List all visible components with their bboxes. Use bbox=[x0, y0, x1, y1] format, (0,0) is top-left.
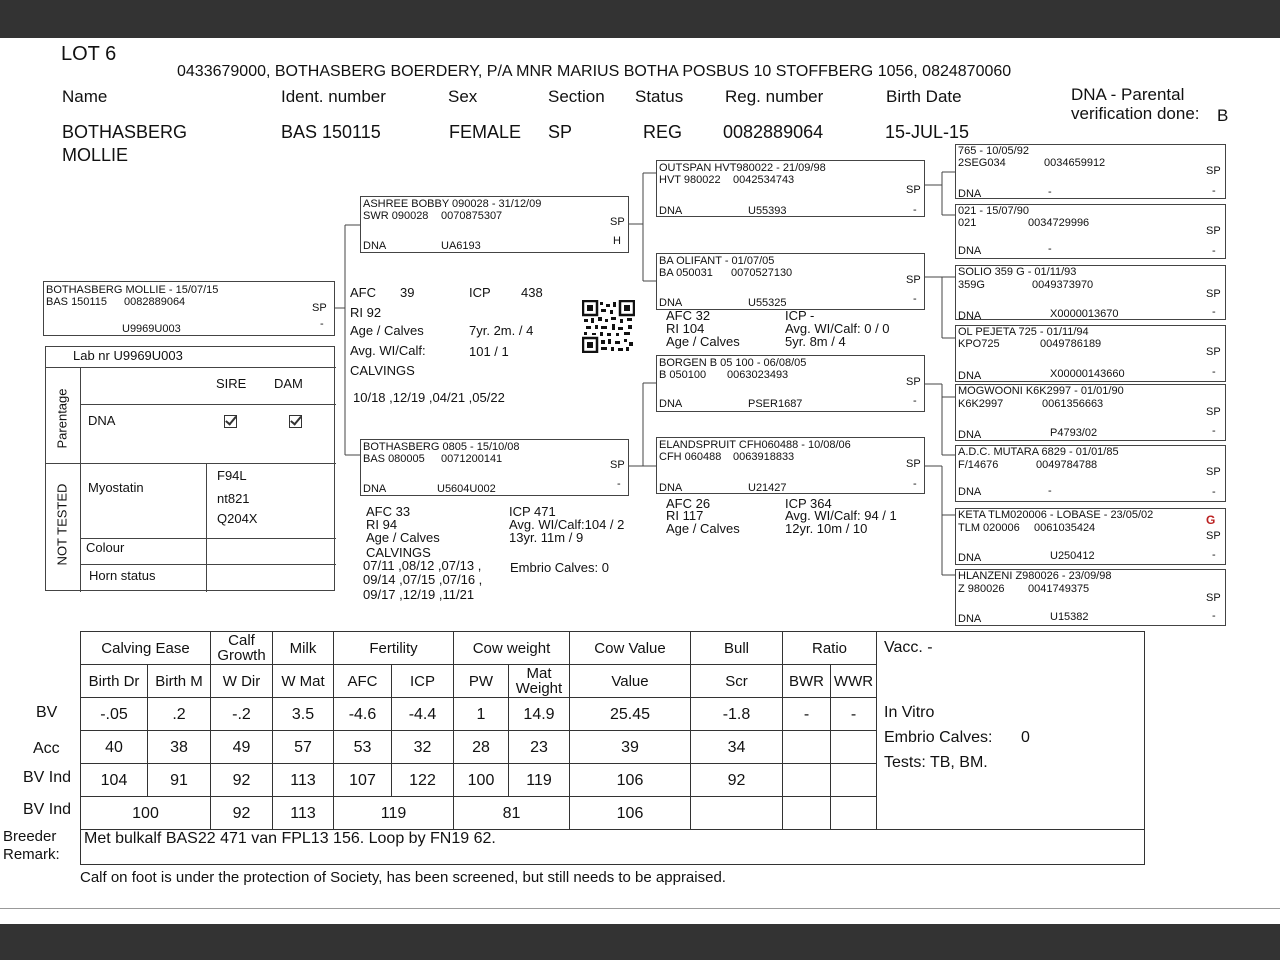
cell: 113 bbox=[273, 797, 334, 830]
ggp-sp: SP bbox=[1206, 225, 1221, 237]
ggp-sp: SP bbox=[1206, 288, 1221, 300]
bv-table bbox=[80, 631, 1145, 865]
gp-dna-label: DNA bbox=[659, 297, 683, 309]
subject-age: 7yr. 2m. / 4 bbox=[469, 323, 534, 338]
cell: 25.45 bbox=[570, 698, 691, 731]
ggp-title: A.D.C. MUTARA 6829 - 01/01/85 bbox=[958, 446, 1119, 458]
dam-dna-code: U5604U002 bbox=[437, 483, 496, 495]
animal-sex: FEMALE bbox=[449, 122, 522, 142]
col-wwr: WWR bbox=[831, 665, 877, 698]
ggp-dna-label: DNA bbox=[958, 245, 982, 257]
sire-sp: SP bbox=[610, 216, 625, 228]
gp-dash: - bbox=[913, 293, 917, 305]
dam-calving-dates-3: 09/17 ,12/19 ,11/21 bbox=[363, 587, 475, 602]
dam-age: 13yr. 11m / 9 bbox=[509, 530, 584, 545]
label-reg: Reg. number bbox=[725, 87, 824, 106]
cell: -.2 bbox=[211, 698, 273, 731]
gp-dash: - bbox=[913, 395, 917, 407]
cell: 14.9 bbox=[509, 698, 570, 731]
ggp-title: SOLIO 359 G - 01/11/93 bbox=[958, 266, 1077, 278]
ggp-dna-code: P4793/02 bbox=[1050, 427, 1098, 439]
gp4-wi: Avg. WI/Calf: 94 / 1 bbox=[785, 508, 897, 523]
group-cow-weight: Cow weight bbox=[454, 632, 570, 665]
gp-dna-label: DNA bbox=[659, 482, 683, 494]
ggp-dna-code: - bbox=[1048, 485, 1052, 497]
animal-birth: 15-JUL-15 bbox=[885, 122, 970, 142]
sire-reg: 0070875307 bbox=[441, 210, 503, 222]
cell: -4.6 bbox=[334, 698, 392, 731]
ggp-dash: - bbox=[1212, 425, 1216, 437]
dam-sp: SP bbox=[610, 459, 625, 471]
cell bbox=[783, 731, 831, 764]
animal-name-2: MOLLIE bbox=[62, 145, 129, 165]
subject-dash: - bbox=[320, 318, 324, 330]
cell: 39 bbox=[570, 731, 691, 764]
gp4-icp: ICP 364 bbox=[785, 496, 832, 511]
dam-ident: BAS 080005 bbox=[363, 453, 425, 465]
lot-number: LOT 6 bbox=[61, 43, 117, 65]
ggp-reg: 0034659912 bbox=[1044, 157, 1106, 169]
ggp-dna-label: DNA bbox=[958, 370, 982, 382]
cell: 100 bbox=[81, 797, 211, 830]
vacc-label: Vacc. - bbox=[884, 639, 933, 656]
gp4-afc: AFC 26 bbox=[666, 496, 711, 511]
gp2-afc: AFC 32 bbox=[666, 308, 711, 323]
myostatin-value-3: Q204X bbox=[217, 511, 258, 526]
ggp-sp: SP bbox=[1206, 346, 1221, 358]
group-milk: Milk bbox=[273, 632, 334, 665]
subject-title: BOTHASBERG MOLLIE - 15/07/15 bbox=[46, 284, 219, 296]
gp-dna-code: PSER1687 bbox=[748, 398, 803, 410]
label-birth: Birth Date bbox=[886, 87, 962, 106]
ggp-reg: 0049784788 bbox=[1036, 459, 1098, 471]
cell: 23 bbox=[509, 731, 570, 764]
sire-dna-code: UA6193 bbox=[441, 240, 481, 252]
sire-ident: SWR 090028 bbox=[363, 210, 429, 222]
cell: 113 bbox=[273, 764, 334, 797]
gp-dna-label: DNA bbox=[659, 205, 683, 217]
subject-wi: 101 / 1 bbox=[469, 344, 509, 359]
ggp-title: 021 - 15/07/90 bbox=[958, 205, 1029, 217]
cell: 104 bbox=[81, 764, 148, 797]
gp-dash: - bbox=[913, 478, 917, 490]
subject-icp: 438 bbox=[521, 285, 543, 300]
lab-myostatin-label: Myostatin bbox=[88, 480, 144, 495]
dam-dash: - bbox=[617, 478, 621, 490]
cell: 1 bbox=[454, 698, 509, 731]
cell: 107 bbox=[334, 764, 392, 797]
cell: -1.8 bbox=[691, 698, 783, 731]
ggp-dna-label: DNA bbox=[958, 613, 982, 625]
dam-dna-label: DNA bbox=[363, 483, 387, 495]
lab-dam-header: DAM bbox=[274, 376, 303, 391]
ggp-ident: TLM 020006 bbox=[958, 522, 1020, 534]
ggp-dash: - bbox=[1212, 245, 1216, 257]
cell bbox=[783, 764, 831, 797]
subject-calving-dates: 10/18 ,12/19 ,04/21 ,05/22 bbox=[353, 390, 505, 405]
cell bbox=[831, 764, 877, 797]
dam-age-label: Age / Calves bbox=[366, 530, 440, 545]
lab-sire-header: SIRE bbox=[216, 376, 247, 391]
dam-embrio-calves: Embrio Calves: 0 bbox=[510, 560, 609, 575]
ggp-sp: SP bbox=[1206, 466, 1221, 478]
myostatin-value-2: nt821 bbox=[217, 491, 250, 506]
dam-calvings-label: CALVINGS bbox=[366, 545, 431, 560]
ggp-dna-code: - bbox=[1048, 186, 1052, 198]
col-icp: ICP bbox=[392, 665, 454, 698]
cell: 32 bbox=[392, 731, 454, 764]
dam-icp: ICP 471 bbox=[509, 504, 556, 519]
lab-dna-label: DNA bbox=[88, 413, 116, 428]
ggp-title: KETA TLM020006 - LOBASE - 23/05/02 bbox=[958, 509, 1154, 521]
cell: -.05 bbox=[81, 698, 148, 731]
cell bbox=[831, 731, 877, 764]
cell: 119 bbox=[334, 797, 454, 830]
in-vitro-label: In Vitro bbox=[884, 704, 935, 721]
gp2-wi: Avg. WI/Calf: 0 / 0 bbox=[785, 321, 890, 336]
cell: - bbox=[831, 698, 877, 731]
ggp-dna-code: U15382 bbox=[1050, 611, 1089, 623]
gp-ident: BA 050031 bbox=[659, 267, 713, 279]
cell: 100 bbox=[454, 764, 509, 797]
cell: 40 bbox=[81, 731, 148, 764]
dna-value: B bbox=[1217, 106, 1229, 125]
subject-reg: 0082889064 bbox=[124, 296, 186, 308]
genomic-icon: G bbox=[1206, 513, 1216, 527]
cell: - bbox=[783, 698, 831, 731]
gp-dna-label: DNA bbox=[659, 398, 683, 410]
group-fertility: Fertility bbox=[334, 632, 454, 665]
ggp-dash: - bbox=[1212, 306, 1216, 318]
label-name: Name bbox=[62, 87, 108, 106]
ggp-sp: SP bbox=[1206, 165, 1221, 177]
ggp-dash: - bbox=[1212, 185, 1216, 197]
dam-title: BOTHASBERG 0805 - 15/10/08 bbox=[363, 441, 520, 453]
not-tested-label: NOT TESTED bbox=[54, 483, 70, 566]
ggp-ident: Z 980026 bbox=[958, 583, 1005, 595]
col-value: Value bbox=[570, 665, 691, 698]
cell: 34 bbox=[691, 731, 783, 764]
row-label-bv-ind-2: BV Ind bbox=[23, 801, 72, 818]
cell: 106 bbox=[570, 797, 691, 830]
subject-dna-code: U9969U003 bbox=[122, 323, 181, 335]
gp2-ri: RI 104 bbox=[666, 321, 705, 336]
dam-ri: RI 94 bbox=[366, 517, 398, 532]
ggp-sp: SP bbox=[1206, 592, 1221, 604]
ggp-reg: 0049786189 bbox=[1040, 338, 1102, 350]
cell bbox=[783, 797, 831, 830]
ggp-dna-label: DNA bbox=[958, 552, 982, 564]
gp-dna-code: U55325 bbox=[748, 297, 787, 309]
ggp-ident: F/14676 bbox=[958, 459, 999, 471]
cell: 119 bbox=[509, 764, 570, 797]
gp-dna-code: U55393 bbox=[748, 205, 787, 217]
subject-ident: BAS 150115 bbox=[46, 296, 107, 308]
label-status: Status bbox=[635, 87, 684, 106]
gp-reg: 0070527130 bbox=[731, 267, 793, 279]
group-cow-value: Cow Value bbox=[570, 632, 691, 665]
cell: 38 bbox=[148, 731, 211, 764]
dam-afc: AFC 33 bbox=[366, 504, 411, 519]
ggp-dash: - bbox=[1212, 610, 1216, 622]
cell: .2 bbox=[148, 698, 211, 731]
gp-sp: SP bbox=[906, 376, 921, 388]
label-dna-2: verification done: bbox=[1071, 104, 1200, 123]
cell bbox=[831, 797, 877, 830]
ggp-title: MOGWOONI K6K2997 - 01/01/90 bbox=[958, 385, 1124, 397]
cell: 28 bbox=[454, 731, 509, 764]
gp-title: OUTSPAN HVT980022 - 21/09/98 bbox=[659, 162, 826, 174]
lab-colour-label: Colour bbox=[86, 540, 125, 555]
ggp-reg: 0041749375 bbox=[1028, 583, 1090, 595]
embrio-calves-value: 0 bbox=[1021, 729, 1030, 746]
group-calving-ease: Calving Ease bbox=[81, 632, 211, 665]
myostatin-value-1: F94L bbox=[217, 468, 247, 483]
cell: 81 bbox=[454, 797, 570, 830]
cell: 92 bbox=[211, 764, 273, 797]
animal-name-1: BOTHASBERG bbox=[62, 122, 188, 142]
ggp-ident: 2SEG034 bbox=[958, 157, 1006, 169]
ggp-dash: - bbox=[1212, 486, 1216, 498]
cell: 91 bbox=[148, 764, 211, 797]
gp2-age: 5yr. 8m / 4 bbox=[785, 334, 846, 349]
ggp-reg: 0034729996 bbox=[1028, 217, 1090, 229]
gp-title: ELANDSPRUIT CFH060488 - 10/08/06 bbox=[659, 439, 851, 451]
sire-dna-label: DNA bbox=[363, 240, 387, 252]
ggp-sp: SP bbox=[1206, 406, 1221, 418]
group-calf-growth: Calf Growth bbox=[211, 632, 273, 665]
parentage-label: Parentage bbox=[54, 388, 70, 449]
subject-age-label: Age / Calves bbox=[350, 323, 424, 338]
ggp-reg: 0061035424 bbox=[1034, 522, 1096, 534]
animal-reg: 0082889064 bbox=[723, 122, 824, 142]
dam-reg: 0071200141 bbox=[441, 453, 503, 465]
dam-calving-dates-2: 09/14 ,07/15 ,07/16 , bbox=[363, 572, 483, 587]
breeder-remark: Met bulkalf BAS22 471 van FPL13 156. Loop by FN19 62. bbox=[81, 830, 1145, 865]
gp-reg: 0063918833 bbox=[733, 451, 795, 463]
gp-title: BORGEN B 05 100 - 06/08/05 bbox=[659, 357, 807, 369]
lab-number: Lab nr U9969U003 bbox=[73, 348, 183, 363]
col-bwr: BWR bbox=[783, 665, 831, 698]
label-section: Section bbox=[548, 87, 605, 106]
subject-afc-label: AFC bbox=[350, 285, 376, 300]
footer-note: Calf on foot is under the protection of Society, has been screened, but still needs to be appraised. bbox=[80, 869, 726, 886]
ggp-reg: 0049373970 bbox=[1032, 279, 1094, 291]
group-bull: Bull bbox=[691, 632, 783, 665]
ggp-dna-label: DNA bbox=[958, 310, 982, 322]
remark-label-2: Remark: bbox=[3, 846, 60, 863]
ggp-dash: - bbox=[1212, 549, 1216, 561]
tests-label: Tests: TB, BM. bbox=[884, 754, 988, 771]
gp-dna-code: U21427 bbox=[748, 482, 787, 494]
row-label-bv-ind: BV Ind bbox=[23, 769, 72, 786]
animal-ident: BAS 150115 bbox=[281, 122, 381, 142]
cell: -4.4 bbox=[392, 698, 454, 731]
gp4-ri: RI 117 bbox=[666, 508, 704, 523]
sire-title: ASHREE BOBBY 090028 - 31/12/09 bbox=[363, 198, 542, 210]
col-afc: AFC bbox=[334, 665, 392, 698]
subject-ri: RI 92 bbox=[350, 305, 382, 320]
subject-icp-label: ICP bbox=[469, 285, 491, 300]
cell: 49 bbox=[211, 731, 273, 764]
ggp-dna-code: X0000013670 bbox=[1050, 308, 1119, 320]
remark-label-1: Breeder bbox=[3, 828, 57, 845]
ggp-ident: 021 bbox=[958, 217, 977, 229]
ggp-dna-code: X00000143660 bbox=[1050, 368, 1125, 380]
col-mat-weight: Mat Weight bbox=[509, 665, 570, 698]
row-label-bv: BV bbox=[36, 704, 58, 721]
animal-status: REG bbox=[643, 122, 683, 142]
label-dna-1: DNA - Parental bbox=[1071, 85, 1185, 104]
gp2-icp: ICP - bbox=[785, 308, 815, 323]
cell: 3.5 bbox=[273, 698, 334, 731]
ggp-title: HLANZENI Z980026 - 23/09/98 bbox=[958, 570, 1112, 582]
subject-calvings-label: CALVINGS bbox=[350, 363, 415, 378]
ggp-sp: SP bbox=[1206, 530, 1221, 542]
subject-wi-label: Avg. WI/Calf: bbox=[350, 343, 426, 358]
ggp-ident: K6K2997 bbox=[958, 398, 1004, 410]
col-w-mat: W Mat bbox=[273, 665, 334, 698]
gp-ident: CFH 060488 bbox=[659, 451, 722, 463]
row-label-acc: Acc bbox=[33, 740, 60, 757]
sire-h: H bbox=[613, 235, 621, 247]
gp4-age: 12yr. 10m / 10 bbox=[785, 521, 868, 536]
subject-sp: SP bbox=[312, 302, 327, 314]
gp-ident: HVT 980022 bbox=[659, 174, 721, 186]
ggp-title: 765 - 10/05/92 bbox=[958, 145, 1029, 157]
gp-sp: SP bbox=[906, 274, 921, 286]
gp-reg: 0042534743 bbox=[733, 174, 795, 186]
col-pw: PW bbox=[454, 665, 509, 698]
cell: 53 bbox=[334, 731, 392, 764]
cell: 92 bbox=[211, 797, 273, 830]
dam-wi: Avg. WI/Calf:104 / 2 bbox=[509, 517, 625, 532]
col-scr: Scr bbox=[691, 665, 783, 698]
ggp-dash: - bbox=[1212, 366, 1216, 378]
vacc-panel bbox=[877, 632, 1145, 830]
cell: 92 bbox=[691, 764, 783, 797]
cell bbox=[691, 797, 783, 830]
gp-ident: B 050100 bbox=[659, 369, 707, 381]
embrio-calves-label: Embrio Calves: bbox=[884, 729, 993, 746]
gp2-age-label: Age / Calves bbox=[666, 334, 740, 349]
ggp-dna-code: U250412 bbox=[1050, 550, 1095, 562]
ggp-ident: 359G bbox=[958, 279, 985, 291]
col-birth-m: Birth M bbox=[148, 665, 211, 698]
ggp-dna-label: DNA bbox=[958, 188, 982, 200]
gp-sp: SP bbox=[906, 184, 921, 196]
ggp-title: OL PEJETA 725 - 01/11/94 bbox=[958, 326, 1089, 338]
owner-line: 0433679000, BOTHASBERG BOERDERY, P/A MNR MARIUS BOTHA POSBUS 10 STOFFBERG 1056, 0824870060 bbox=[177, 63, 1012, 80]
animal-section: SP bbox=[548, 122, 573, 142]
gp-reg: 0063023493 bbox=[727, 369, 789, 381]
cell: 122 bbox=[392, 764, 454, 797]
lab-horn-label: Horn status bbox=[89, 568, 156, 583]
subject-afc: 39 bbox=[400, 285, 415, 300]
col-w-dir: W Dir bbox=[211, 665, 273, 698]
label-ident: Ident. number bbox=[281, 87, 386, 106]
cell: 106 bbox=[570, 764, 691, 797]
dam-calving-dates-1: 07/11 ,08/12 ,07/13 , bbox=[363, 558, 482, 573]
gp-dash: - bbox=[913, 204, 917, 216]
gp-title: BA OLIFANT - 01/07/05 bbox=[659, 255, 775, 267]
cell: 57 bbox=[273, 731, 334, 764]
label-sex: Sex bbox=[448, 87, 478, 106]
ggp-dna-code: - bbox=[1048, 243, 1052, 255]
ggp-dna-label: DNA bbox=[958, 486, 982, 498]
gp4-age-label: Age / Calves bbox=[666, 521, 740, 536]
ggp-dna-label: DNA bbox=[958, 429, 982, 441]
group-ratio: Ratio bbox=[783, 632, 877, 665]
gp-sp: SP bbox=[906, 458, 921, 470]
ggp-ident: KPO725 bbox=[958, 338, 1000, 350]
ggp-reg: 0061356663 bbox=[1042, 398, 1104, 410]
col-birth-dr: Birth Dr bbox=[81, 665, 148, 698]
